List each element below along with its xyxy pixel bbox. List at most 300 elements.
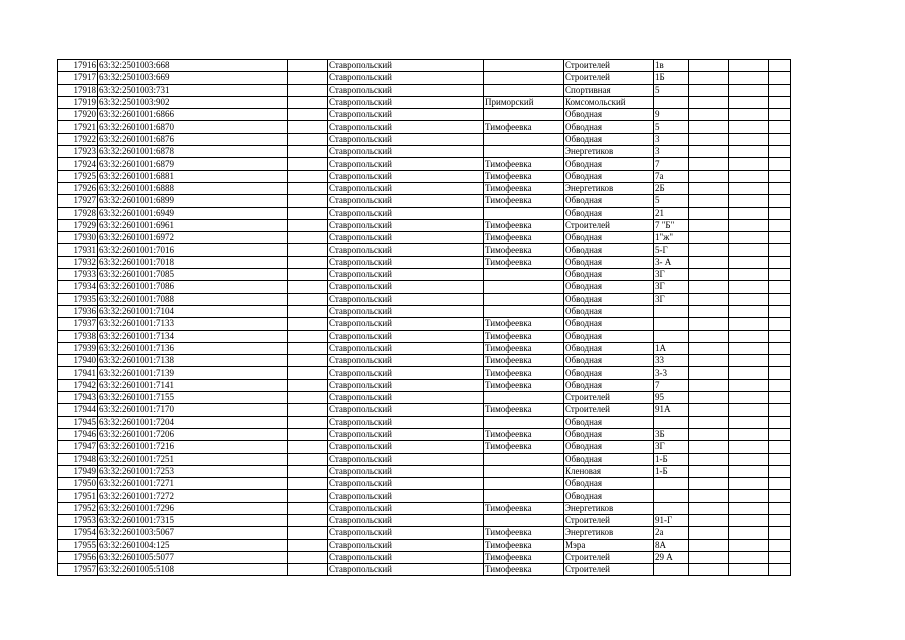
table-cell (288, 428, 328, 440)
table-cell: 63:32:2601001:7134 (98, 330, 288, 342)
table-cell (729, 269, 769, 281)
table-cell (484, 392, 564, 404)
table-cell: Ставропольский (328, 281, 484, 293)
table-cell (689, 158, 729, 170)
table-cell: Обводная (564, 367, 654, 379)
table-cell (654, 564, 689, 576)
table-cell (288, 514, 328, 526)
table-cell (484, 490, 564, 502)
table-cell (288, 490, 328, 502)
table-cell (729, 207, 769, 219)
table-cell (769, 219, 791, 231)
table-cell: Обводная (564, 478, 654, 490)
table-cell: 17921 (58, 121, 98, 133)
table-cell: Ставропольский (328, 244, 484, 256)
table-cell (484, 109, 564, 121)
table-cell: 63:32:2601001:7016 (98, 244, 288, 256)
table-cell (689, 539, 729, 551)
table-cell (769, 146, 791, 158)
table-cell (288, 84, 328, 96)
table-cell: 3 (654, 133, 689, 145)
table-cell: Ставропольский (328, 330, 484, 342)
table-cell (729, 84, 769, 96)
table-row (58, 318, 791, 330)
table-cell: 95 (654, 392, 689, 404)
table-cell: 63:32:2601001:6961 (98, 219, 288, 231)
table-cell: Ставропольский (328, 146, 484, 158)
table-cell (769, 564, 791, 576)
table-cell: 5 (654, 84, 689, 96)
table-cell (769, 342, 791, 354)
table-cell: Тимофеевка (484, 428, 564, 440)
table-cell: Ставропольский (328, 256, 484, 268)
table-cell (288, 502, 328, 514)
table-cell (689, 121, 729, 133)
table-cell: 17944 (58, 404, 98, 416)
table-cell (288, 256, 328, 268)
table-cell (729, 551, 769, 563)
table-cell: 17936 (58, 305, 98, 317)
table-cell: 63:32:2601001:6949 (98, 207, 288, 219)
table-cell: 5-Г (654, 244, 689, 256)
table-cell: 63:32:2601003:5067 (98, 527, 288, 539)
table-cell: 17940 (58, 355, 98, 367)
table-cell: Ставропольский (328, 355, 484, 367)
table-cell: 63:32:2601001:7206 (98, 428, 288, 440)
table-cell: 63:32:2601001:7138 (98, 355, 288, 367)
table-cell: Обводная (564, 490, 654, 502)
table-cell: Мэра (564, 539, 654, 551)
table-cell (288, 96, 328, 108)
table-cell: Ставропольский (328, 441, 484, 453)
table-row (58, 551, 791, 563)
table-cell: 63:32:2601001:7139 (98, 367, 288, 379)
table-cell (769, 502, 791, 514)
table-cell: 1Б (654, 72, 689, 84)
table-cell (689, 293, 729, 305)
table-row (58, 428, 791, 440)
table-cell (689, 318, 729, 330)
table-cell (729, 281, 769, 293)
table-cell: 3-3 (654, 367, 689, 379)
table-cell: 63:32:2601001:7216 (98, 441, 288, 453)
table-row (58, 465, 791, 477)
table-cell (689, 514, 729, 526)
table-row (58, 170, 791, 182)
table-cell: Ставропольский (328, 133, 484, 145)
table-cell: 63:32:2601001:7204 (98, 416, 288, 428)
table-cell: 17939 (58, 342, 98, 354)
table-cell (769, 527, 791, 539)
table-cell: 3Г (654, 441, 689, 453)
table-cell (729, 502, 769, 514)
table-cell: Обводная (564, 305, 654, 317)
table-cell: Тимофеевка (484, 551, 564, 563)
table-cell: Тимофеевка (484, 502, 564, 514)
table-cell (769, 244, 791, 256)
table-cell (769, 416, 791, 428)
table-cell (689, 342, 729, 354)
table-cell (288, 305, 328, 317)
table-cell (689, 281, 729, 293)
table-cell (288, 527, 328, 539)
table-cell (729, 392, 769, 404)
table-cell: Строителей (564, 392, 654, 404)
table-row (58, 539, 791, 551)
table-cell (769, 318, 791, 330)
table-cell: Ставропольский (328, 514, 484, 526)
table-cell (654, 305, 689, 317)
table-row (58, 514, 791, 526)
table-cell: Тимофеевка (484, 564, 564, 576)
table-row (58, 133, 791, 145)
table-cell: Обводная (564, 355, 654, 367)
table-cell: Энергетиков (564, 502, 654, 514)
table-cell (729, 256, 769, 268)
table-cell (689, 490, 729, 502)
table-cell (769, 465, 791, 477)
table-cell: 17916 (58, 60, 98, 72)
table-cell: Тимофеевка (484, 256, 564, 268)
table-cell: Комсомольский (564, 96, 654, 108)
table-cell: 1-Б (654, 453, 689, 465)
table-cell: Обводная (564, 379, 654, 391)
table-cell: 63:32:2501003:669 (98, 72, 288, 84)
table-cell (288, 281, 328, 293)
table-cell: Тимофеевка (484, 367, 564, 379)
table-cell (729, 109, 769, 121)
table-cell: Тимофеевка (484, 379, 564, 391)
table-cell (729, 133, 769, 145)
table-cell: Тимофеевка (484, 404, 564, 416)
table-cell: Строителей (564, 404, 654, 416)
table-row (58, 293, 791, 305)
table-cell (769, 121, 791, 133)
table-cell: 63:32:2601001:6878 (98, 146, 288, 158)
table-cell: Ставропольский (328, 293, 484, 305)
table-cell (689, 170, 729, 182)
table-row (58, 60, 791, 72)
table-cell (729, 465, 769, 477)
table-cell (769, 207, 791, 219)
table-cell: 17927 (58, 195, 98, 207)
table-cell: 17947 (58, 441, 98, 453)
table-cell: 7а (654, 170, 689, 182)
table-cell (288, 318, 328, 330)
table-row (58, 392, 791, 404)
table-cell (689, 330, 729, 342)
table-cell (769, 96, 791, 108)
table-cell: 5 (654, 195, 689, 207)
table-cell: 1-Б (654, 465, 689, 477)
table-cell (689, 465, 729, 477)
table-cell: 17918 (58, 84, 98, 96)
table-cell: 17922 (58, 133, 98, 145)
table-cell (484, 60, 564, 72)
table-cell: 17919 (58, 96, 98, 108)
table-cell (729, 170, 769, 182)
table-cell (729, 453, 769, 465)
table-cell (769, 182, 791, 194)
table-cell (729, 219, 769, 231)
table-cell: Обводная (564, 207, 654, 219)
table-cell (769, 379, 791, 391)
table-row (58, 502, 791, 514)
table-cell: 63:32:2601001:7088 (98, 293, 288, 305)
table-cell: Ставропольский (328, 428, 484, 440)
table-cell: Обводная (564, 269, 654, 281)
table-cell: Тимофеевка (484, 539, 564, 551)
table-cell (288, 330, 328, 342)
table-cell: 17952 (58, 502, 98, 514)
table-cell: Ставропольский (328, 158, 484, 170)
table-cell: Ставропольский (328, 527, 484, 539)
table-cell (288, 269, 328, 281)
table-cell: Обводная (564, 453, 654, 465)
table-cell: 17917 (58, 72, 98, 84)
table-cell (689, 232, 729, 244)
table-cell: Ставропольский (328, 60, 484, 72)
table-cell (769, 305, 791, 317)
table-cell: 17950 (58, 478, 98, 490)
table-cell: Ставропольский (328, 219, 484, 231)
table-row (58, 72, 791, 84)
table-cell: Тимофеевка (484, 219, 564, 231)
table-cell: 63:32:2601001:7085 (98, 269, 288, 281)
table-cell (689, 256, 729, 268)
table-cell (769, 453, 791, 465)
table-cell: Тимофеевка (484, 527, 564, 539)
table-cell: 63:32:2501003:668 (98, 60, 288, 72)
table-cell (769, 170, 791, 182)
table-cell: Приморский (484, 96, 564, 108)
table-cell (288, 342, 328, 354)
table-cell: 33 (654, 355, 689, 367)
table-cell (288, 367, 328, 379)
table-cell: 8А (654, 539, 689, 551)
table-cell: Энергетиков (564, 182, 654, 194)
table-cell (769, 490, 791, 502)
table-cell (484, 207, 564, 219)
table-cell (288, 564, 328, 576)
table-cell: 17951 (58, 490, 98, 502)
table-row (58, 490, 791, 502)
table-cell (729, 96, 769, 108)
table-cell: Тимофеевка (484, 121, 564, 133)
table-cell (654, 96, 689, 108)
table-cell (729, 514, 769, 526)
table-cell (729, 404, 769, 416)
table-cell (689, 72, 729, 84)
table-cell (288, 293, 328, 305)
table-cell: Обводная (564, 133, 654, 145)
table-cell: 63:32:2601001:6972 (98, 232, 288, 244)
table-cell (689, 146, 729, 158)
table-cell (769, 428, 791, 440)
table-cell (654, 318, 689, 330)
table-cell (689, 96, 729, 108)
table-cell (689, 109, 729, 121)
table-cell: 63:32:2601001:7104 (98, 305, 288, 317)
table-row (58, 527, 791, 539)
table-cell: 63:32:2601001:6870 (98, 121, 288, 133)
table-cell (484, 478, 564, 490)
table-cell (484, 514, 564, 526)
table-cell (654, 416, 689, 428)
table-cell: Ставропольский (328, 404, 484, 416)
table-cell (729, 367, 769, 379)
table-cell (729, 330, 769, 342)
table-cell: 63:32:2601005:5077 (98, 551, 288, 563)
table-row (58, 564, 791, 576)
table-cell (689, 244, 729, 256)
table-row (58, 305, 791, 317)
table-row (58, 355, 791, 367)
table-cell (689, 355, 729, 367)
table-cell: Обводная (564, 121, 654, 133)
table-cell: 7 (654, 158, 689, 170)
table-cell (729, 146, 769, 158)
table-cell: Строителей (564, 551, 654, 563)
table-cell (769, 551, 791, 563)
table-cell: 63:32:2601001:6888 (98, 182, 288, 194)
table-cell (689, 182, 729, 194)
table-cell: 17934 (58, 281, 98, 293)
table-cell: Обводная (564, 330, 654, 342)
table-cell (769, 539, 791, 551)
table-cell: 17943 (58, 392, 98, 404)
table-cell (288, 219, 328, 231)
table-cell: 2а (654, 527, 689, 539)
table-cell (769, 195, 791, 207)
table-cell (769, 355, 791, 367)
table-cell (654, 478, 689, 490)
table-cell (769, 109, 791, 121)
table-cell (729, 293, 769, 305)
table-row (58, 146, 791, 158)
table-cell (689, 367, 729, 379)
table-row (58, 281, 791, 293)
table-cell: Тимофеевка (484, 330, 564, 342)
table-cell: Ставропольский (328, 490, 484, 502)
table-cell: Ставропольский (328, 72, 484, 84)
table-cell: 63:32:2601001:7133 (98, 318, 288, 330)
table-cell: Ставропольский (328, 182, 484, 194)
table-cell (769, 281, 791, 293)
table-cell (689, 195, 729, 207)
table-cell: 63:32:2601001:7272 (98, 490, 288, 502)
table-cell: 7 "Б" (654, 219, 689, 231)
table-cell (484, 269, 564, 281)
table-cell: 17924 (58, 158, 98, 170)
table-cell: Энергетиков (564, 146, 654, 158)
table-cell (288, 182, 328, 194)
table-cell: 17955 (58, 539, 98, 551)
table-cell: 17932 (58, 256, 98, 268)
table-cell (769, 514, 791, 526)
table-row (58, 219, 791, 231)
table-cell: Ставропольский (328, 170, 484, 182)
table-cell: Тимофеевка (484, 182, 564, 194)
table-cell (484, 465, 564, 477)
table-cell (689, 219, 729, 231)
table-cell (689, 133, 729, 145)
table-cell (689, 392, 729, 404)
table-cell (689, 502, 729, 514)
table-cell (689, 84, 729, 96)
table-cell (729, 182, 769, 194)
table-cell: Строителей (564, 219, 654, 231)
table-cell: Ставропольский (328, 269, 484, 281)
table-cell: 63:32:2601001:7136 (98, 342, 288, 354)
table-cell: 63:32:2601001:7086 (98, 281, 288, 293)
table-row (58, 269, 791, 281)
table-cell: 17938 (58, 330, 98, 342)
table-cell: 63:32:2501003:902 (98, 96, 288, 108)
table-cell: Ставропольский (328, 453, 484, 465)
table-cell (689, 428, 729, 440)
table-cell: 9 (654, 109, 689, 121)
table-cell: Ставропольский (328, 416, 484, 428)
table-cell: 17928 (58, 207, 98, 219)
table-cell (288, 158, 328, 170)
table-cell: 17946 (58, 428, 98, 440)
table-cell: 17923 (58, 146, 98, 158)
table-cell (654, 490, 689, 502)
table-cell: 1А (654, 342, 689, 354)
table-cell: 63:32:2601001:7251 (98, 453, 288, 465)
table-cell (288, 170, 328, 182)
table-cell: 63:32:2501003:731 (98, 84, 288, 96)
table-cell: 63:32:2601001:7315 (98, 514, 288, 526)
table-cell: Ставропольский (328, 207, 484, 219)
table-cell (288, 416, 328, 428)
table-cell: Тимофеевка (484, 342, 564, 354)
table-cell (769, 232, 791, 244)
table-cell: Обводная (564, 158, 654, 170)
table-cell: Обводная (564, 195, 654, 207)
table-cell (689, 527, 729, 539)
table-row (58, 84, 791, 96)
table-cell: 63:32:2601001:6899 (98, 195, 288, 207)
table-cell (288, 453, 328, 465)
table-cell (729, 232, 769, 244)
table-cell: 17920 (58, 109, 98, 121)
table-cell: 5 (654, 121, 689, 133)
table-cell (484, 305, 564, 317)
table-cell (689, 478, 729, 490)
table-cell (689, 564, 729, 576)
table-cell (769, 330, 791, 342)
table-row (58, 342, 791, 354)
table-cell: 17933 (58, 269, 98, 281)
table-cell (484, 293, 564, 305)
table-cell: Строителей (564, 60, 654, 72)
table-cell: Обводная (564, 428, 654, 440)
table-cell: 3Г (654, 269, 689, 281)
table-cell: 17935 (58, 293, 98, 305)
table-cell: Обводная (564, 109, 654, 121)
table-cell: 17925 (58, 170, 98, 182)
table-cell: Ставропольский (328, 564, 484, 576)
table-cell: Ставропольский (328, 84, 484, 96)
table-cell: Тимофеевка (484, 170, 564, 182)
table-cell: Обводная (564, 256, 654, 268)
table-cell (689, 60, 729, 72)
table-cell: 17953 (58, 514, 98, 526)
table-row (58, 158, 791, 170)
table-cell (484, 72, 564, 84)
